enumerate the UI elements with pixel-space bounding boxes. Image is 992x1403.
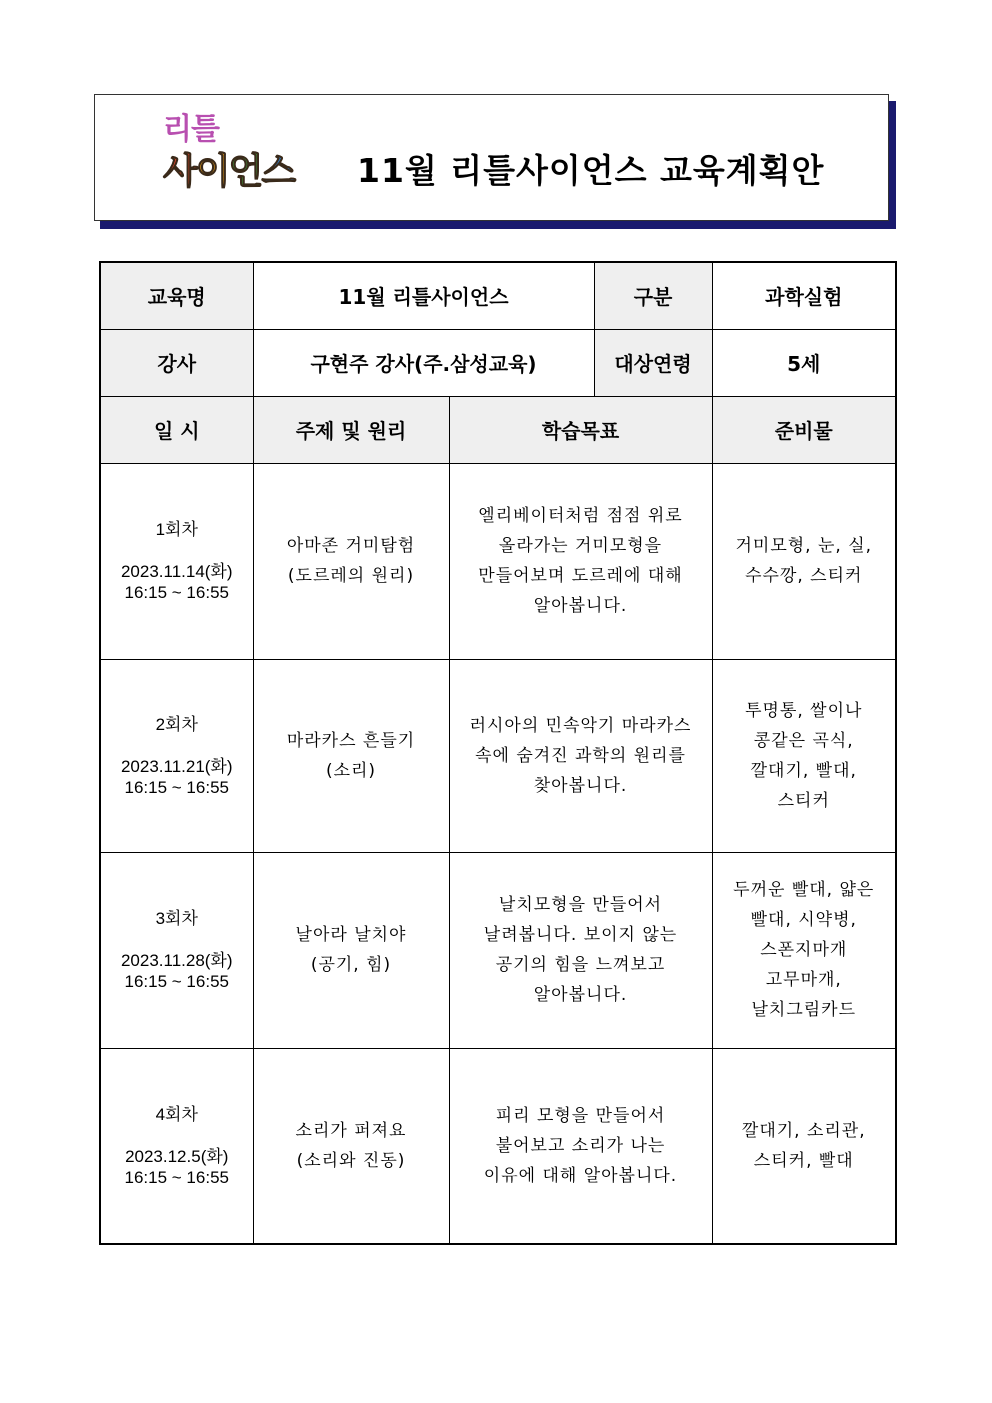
goal-line: 올라가는 거미모형을 — [498, 536, 663, 556]
category-value: 과학실험 — [712, 262, 896, 329]
materials-line: 콩같은 곡식, — [753, 730, 854, 751]
session-number: 1회차 — [155, 520, 198, 539]
goal-line: 속에 숨겨진 과학의 원리를 — [475, 745, 686, 766]
goal-line: 이유에 대해 알아봅니다. — [483, 1165, 678, 1186]
topic-line: (소리) — [325, 760, 377, 781]
table-row — [100, 852, 896, 1048]
session-number: 2회차 — [155, 714, 198, 734]
materials-line: 두꺼운 빨대, 얇은 — [733, 880, 875, 900]
instructor-label: 강사 — [100, 329, 253, 396]
topic-line: 마라카스 흔들기 — [286, 730, 416, 751]
session-date-cell — [100, 852, 253, 1048]
goal-line: 날려봅니다. 보이지 않는 — [483, 925, 678, 945]
goal-cell — [449, 852, 712, 1048]
session-time: 16:15 ~ 16:55 — [124, 583, 229, 602]
title-box — [94, 94, 889, 221]
materials-line: 수수깡, 스티커 — [745, 566, 863, 586]
session-date: 2023.11.14(화) — [120, 562, 233, 581]
topic-line: 소리가 퍼져요 — [295, 1120, 407, 1141]
logo-char: 언 — [228, 151, 262, 192]
goal-line: 피리 모형을 만들어서 — [495, 1105, 666, 1126]
little-science-logo — [163, 113, 333, 203]
goal-cell — [449, 463, 712, 659]
topic-line: 날아라 날치야 — [295, 925, 407, 945]
materials-cell — [712, 852, 896, 1048]
program-value: 11월 리틀사이언스 — [253, 262, 594, 329]
program-label: 교육명 — [100, 262, 253, 329]
session-date-cell — [100, 1048, 253, 1244]
materials-line: 날치그림카드 — [751, 1000, 857, 1020]
age-value: 5세 — [712, 329, 896, 396]
topic-cell — [253, 1048, 449, 1244]
materials-line: 고무마개, — [765, 970, 842, 990]
session-date-cell — [100, 659, 253, 852]
logo-char: 이 — [195, 151, 229, 192]
session-date: 2023.11.28(화) — [120, 951, 233, 970]
goal-cell — [449, 659, 712, 852]
materials-line: 깔대기, 빨대, — [750, 760, 857, 781]
column-header-materials: 준비물 — [712, 396, 896, 463]
logo-char: 사 — [163, 151, 196, 192]
column-header-date: 일 시 — [100, 396, 253, 463]
age-label: 대상연령 — [594, 329, 712, 396]
goal-line: 알아봅니다. — [533, 596, 628, 616]
topic-line: (공기, 힘) — [310, 955, 392, 975]
materials-line: 거미모형, 눈, 실, — [735, 536, 873, 556]
materials-cell — [712, 1048, 896, 1244]
session-time: 16:15 ~ 16:55 — [124, 1167, 229, 1187]
logo-char: 스 — [261, 151, 295, 192]
goal-line: 만들어보며 도르레에 대해 — [478, 566, 683, 586]
session-date-cell — [100, 463, 253, 659]
category-label: 구분 — [594, 262, 712, 329]
topic-line: (도르레의 원리) — [287, 566, 415, 586]
goal-line: 러시아의 민속악기 마라카스 — [469, 715, 692, 736]
table-row — [100, 659, 896, 852]
materials-line: 빨대, 시약병, — [750, 910, 857, 930]
goal-line: 공기의 힘을 느껴보고 — [495, 955, 666, 975]
session-number: 4회차 — [155, 1104, 198, 1124]
goal-line: 알아봅니다. — [533, 985, 628, 1005]
topic-line: (소리와 진동) — [296, 1150, 406, 1171]
topic-cell — [253, 463, 449, 659]
materials-cell — [712, 463, 896, 659]
session-date: 2023.11.21(화) — [120, 756, 233, 776]
topic-cell — [253, 852, 449, 1048]
column-header-goal: 학습목표 — [449, 396, 712, 463]
materials-line: 투명통, 쌀이나 — [745, 700, 863, 721]
table-row — [100, 1048, 896, 1244]
goal-line: 엘리베이터처럼 점점 위로 — [478, 506, 683, 526]
session-date: 2023.12.5(화) — [125, 1146, 229, 1166]
goal-line: 불어보고 소리가 나는 — [495, 1135, 666, 1156]
logo-line2 — [163, 151, 294, 193]
topic-cell — [253, 659, 449, 852]
materials-line: 스폰지마개 — [760, 940, 848, 960]
page-title: 11월 리틀사이언스 교육계획안 — [357, 151, 825, 190]
session-time: 16:15 ~ 16:55 — [124, 777, 229, 797]
topic-line: 아마존 거미탐험 — [286, 536, 416, 556]
session-time: 16:15 ~ 16:55 — [124, 972, 229, 991]
column-header-topic: 주제 및 원리 — [253, 396, 449, 463]
table-row — [100, 463, 896, 659]
materials-line: 스티커, 빨대 — [753, 1150, 854, 1171]
session-number: 3회차 — [155, 909, 198, 928]
materials-line: 스티커 — [777, 790, 830, 811]
goal-line: 찾아봅니다. — [533, 775, 628, 796]
goal-line: 날치모형을 만들어서 — [498, 895, 663, 915]
materials-cell — [712, 659, 896, 852]
logo-line1: 리틀 — [163, 112, 219, 147]
goal-cell — [449, 1048, 712, 1244]
instructor-value: 구현주 강사(주.삼성교육) — [253, 329, 594, 396]
education-plan-table — [99, 261, 897, 1245]
materials-line: 깔대기, 소리관, — [741, 1120, 866, 1141]
